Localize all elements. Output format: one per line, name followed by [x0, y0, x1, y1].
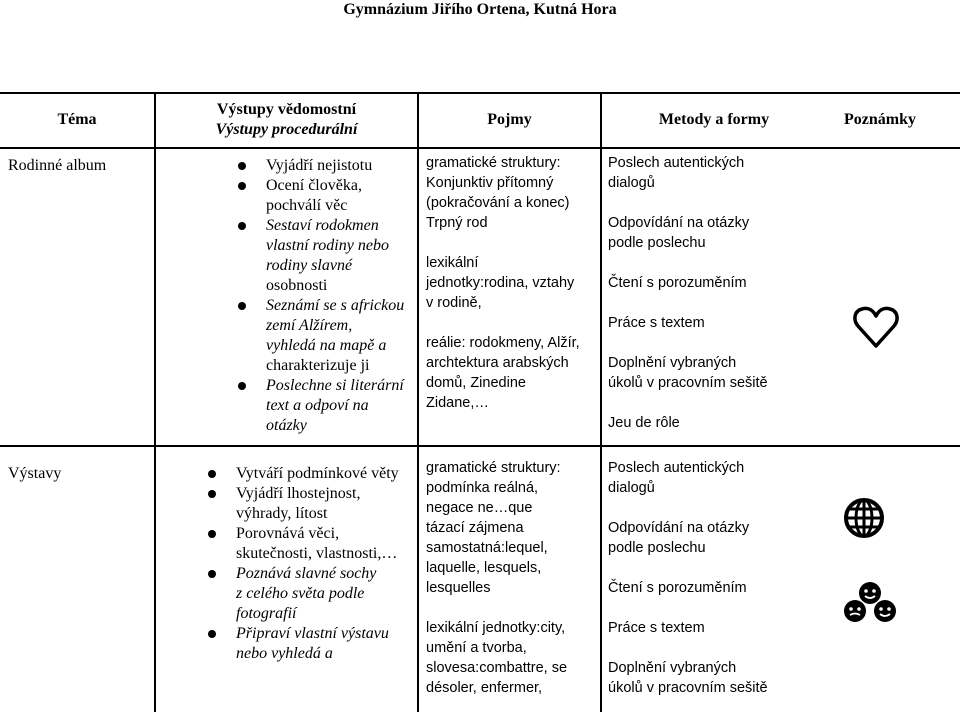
bullet-icon — [208, 630, 216, 638]
outcome-line: pochválí věc — [266, 197, 348, 214]
concepts-line: gramatické struktury: — [426, 460, 561, 476]
concepts-line: slovesa:combattre, se — [426, 660, 568, 676]
concepts-line: samostatná:lequel, — [426, 540, 548, 556]
concepts-paragraph — [426, 253, 598, 313]
col-header-methods: Metody a formy — [658, 111, 770, 128]
row-divider — [0, 445, 960, 447]
group-faces-icon — [842, 580, 898, 626]
outcome-item — [238, 296, 413, 376]
outcome-item — [208, 484, 413, 524]
methods-paragraph — [608, 413, 808, 433]
outcome-line: Vyjádří nejistotu — [266, 157, 373, 174]
methods-line: Jeu de rôle — [608, 415, 680, 431]
outcome-line: osobnosti — [266, 277, 328, 294]
col-divider-1 — [154, 92, 156, 712]
curriculum-table — [0, 92, 960, 712]
methods-line: úkolů v pracovním sešitě — [608, 375, 768, 391]
concepts-line: lesquelles — [426, 580, 491, 596]
outcome-line: zemí Alžírem, — [266, 317, 353, 334]
outcome-line: rodiny slavné — [266, 257, 353, 274]
bullet-icon — [238, 182, 246, 190]
school-title: Gymnázium Jiřího Ortena, Kutná Hora — [343, 1, 617, 18]
bullet-icon — [208, 490, 216, 498]
methods-line: Práce s textem — [608, 620, 705, 636]
outcome-line: Poznává slavné sochy — [236, 565, 377, 582]
concepts-line: umění a tvorba, — [426, 640, 527, 656]
concepts-line: jednotky:rodina, vztahy — [426, 275, 575, 291]
methods-line: Poslech autentických — [608, 460, 745, 476]
bullet-icon — [238, 302, 246, 310]
paragraph-gap — [608, 333, 808, 353]
concepts-line: podmínka reálná, — [426, 480, 539, 496]
outcome-item — [208, 524, 413, 564]
methods-paragraph — [608, 153, 808, 193]
outcome-item — [208, 464, 413, 484]
methods-line: podle poslechu — [608, 540, 706, 556]
paragraph-gap — [608, 393, 808, 413]
concepts-line: (pokračování a konec) — [426, 195, 570, 211]
concepts-line: Trpný rod — [426, 215, 488, 231]
outcome-line: Připraví vlastní výstavu — [236, 625, 389, 642]
methods-paragraph — [608, 578, 808, 598]
outcome-line: nebo vyhledá a — [236, 645, 333, 662]
concepts-line: v rodině, — [426, 295, 482, 311]
methods-paragraph — [608, 313, 808, 333]
paragraph-gap — [608, 498, 808, 518]
bullet-icon — [238, 382, 246, 390]
methods-line: Odpovídání na otázky — [608, 520, 750, 536]
concepts-paragraph — [426, 458, 598, 598]
paragraph-gap — [426, 233, 598, 253]
methods-line: podle poslechu — [608, 235, 706, 251]
methods-line: Doplnění vybraných — [608, 660, 737, 676]
row1-methods — [608, 153, 808, 433]
outcome-item — [238, 376, 413, 436]
outcome-line: vyhledá na mapě a — [266, 337, 387, 354]
globe-icon — [843, 497, 885, 539]
concepts-line: lexikální jednotky:city, — [426, 620, 566, 636]
col-header-concepts: Pojmy — [487, 111, 532, 128]
table-border-top — [0, 92, 960, 94]
outcome-line: charakterizuje ji — [266, 357, 370, 374]
row2-outcomes — [208, 464, 413, 664]
col-divider-3 — [600, 92, 602, 712]
concepts-paragraph — [426, 153, 598, 233]
col-header-notes: Poznámky — [844, 111, 916, 128]
concepts-paragraph — [426, 618, 598, 698]
outcome-line: skutečnosti, vlastnosti,… — [236, 545, 398, 562]
col-header-outcomes — [156, 100, 417, 140]
bullet-icon — [238, 162, 246, 170]
methods-paragraph — [608, 273, 808, 293]
outcome-line: text a odpoví na — [266, 397, 369, 414]
outcome-line: výhrady, lítost — [236, 505, 328, 522]
col-header-topic: Téma — [57, 111, 97, 128]
bullet-icon — [238, 222, 246, 230]
outcome-item — [238, 176, 413, 216]
paragraph-gap — [608, 193, 808, 213]
concepts-line: Zidane,… — [426, 395, 489, 411]
bullet-icon — [208, 530, 216, 538]
methods-paragraph — [608, 618, 808, 638]
paragraph-gap — [426, 313, 598, 333]
methods-line: dialogů — [608, 480, 655, 496]
paragraph-gap — [426, 598, 598, 618]
outcome-line: Porovnává věci, — [236, 525, 340, 542]
methods-line: Čtení s porozuměním — [608, 275, 747, 291]
concepts-line: tázací zájmena — [426, 520, 524, 536]
methods-line: Doplnění vybraných — [608, 355, 737, 371]
outcome-line: Vytváří podmínkové věty — [236, 465, 399, 482]
methods-paragraph — [608, 458, 808, 498]
methods-line: Poslech autentických — [608, 155, 745, 171]
outcome-item — [238, 156, 413, 176]
outcome-item — [208, 564, 413, 624]
bullet-icon — [208, 470, 216, 478]
concepts-line: negace ne…que — [426, 500, 533, 516]
concepts-line: reálie: rodokmeny, Alžír, — [426, 335, 580, 351]
methods-paragraph — [608, 658, 808, 698]
outcome-line: otázky — [266, 417, 307, 434]
paragraph-gap — [608, 638, 808, 658]
header-divider — [0, 147, 960, 149]
methods-paragraph — [608, 353, 808, 393]
outcome-item — [208, 624, 413, 664]
concepts-paragraph — [426, 333, 598, 413]
outcome-item — [238, 216, 413, 296]
heart-outline-icon — [852, 306, 900, 350]
concepts-line: gramatické struktury: — [426, 155, 561, 171]
row2-methods — [608, 458, 808, 698]
col-divider-2 — [417, 92, 419, 712]
paragraph-gap — [608, 253, 808, 273]
methods-paragraph — [608, 213, 808, 253]
outcome-line: Ocení člověka, — [266, 177, 362, 194]
paragraph-gap — [608, 598, 808, 618]
concepts-line: Konjunktiv přítomný — [426, 175, 554, 191]
outcome-line: z celého světa podle — [236, 585, 365, 602]
concepts-line: désoler, enfermer, — [426, 680, 543, 696]
outcome-line: Sestaví rodokmen — [266, 217, 379, 234]
row1-concepts — [426, 153, 598, 413]
bullet-icon — [208, 570, 216, 578]
outcome-line: vlastní rodiny nebo — [266, 237, 389, 254]
methods-line: Čtení s porozuměním — [608, 580, 747, 596]
row2-concepts — [426, 458, 598, 698]
methods-paragraph — [608, 518, 808, 558]
outcome-line: fotografií — [236, 605, 297, 622]
row2-topic: Výstavy — [8, 465, 62, 482]
methods-line: úkolů v pracovním sešitě — [608, 680, 768, 696]
concepts-line: laquelle, lesquels, — [426, 560, 542, 576]
paragraph-gap — [608, 558, 808, 578]
methods-line: Odpovídání na otázky — [608, 215, 750, 231]
paragraph-gap — [608, 293, 808, 313]
methods-line: Práce s textem — [608, 315, 705, 331]
concepts-line: archtektura arabských — [426, 355, 569, 371]
outcome-line: Vyjádří lhostejnost, — [236, 485, 361, 502]
concepts-line: domů, Zinedine — [426, 375, 526, 391]
row1-outcomes — [238, 156, 413, 436]
outcome-line: Seznámí se s africkou — [266, 297, 405, 314]
outcome-line: Poslechne si literární — [266, 377, 404, 394]
methods-line: dialogů — [608, 175, 655, 191]
col-header-outcomes-knowledge: Výstupy vědomostní — [216, 101, 357, 118]
concepts-line: lexikální — [426, 255, 479, 271]
row1-topic: Rodinné album — [8, 157, 107, 174]
col-header-outcomes-procedural: Výstupy procedurální — [215, 121, 358, 138]
